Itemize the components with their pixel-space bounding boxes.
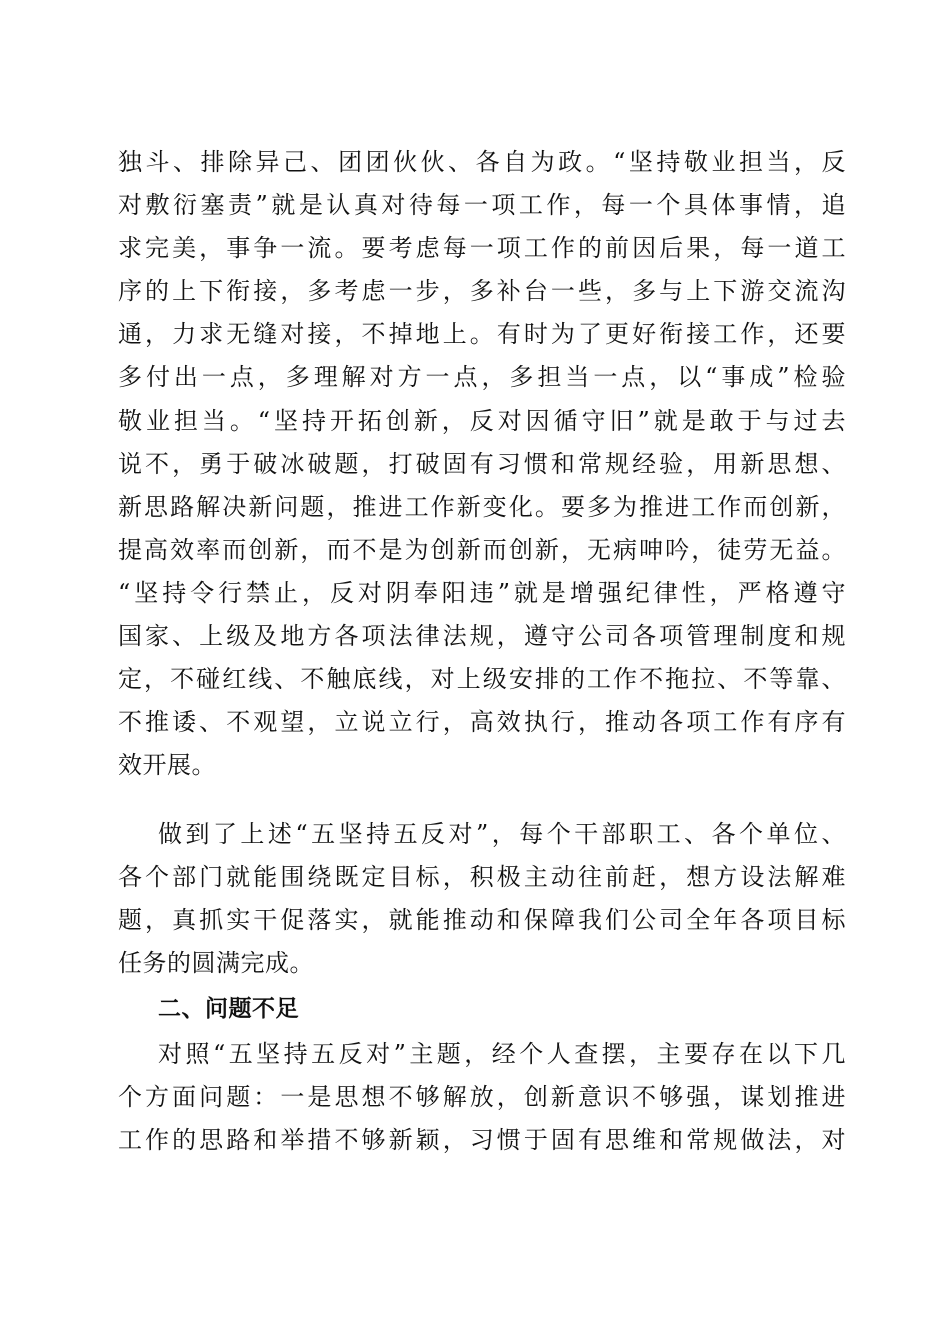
- text-line: 题，真抓实干促落实，就能推动和保障我们公司全年各项目标: [118, 906, 846, 935]
- text-line: 个方面问题：一是思想不够解放，创新意识不够强，谋划推进: [118, 1083, 846, 1112]
- text-line: 做到了上述“五坚持五反对”，每个干部职工、各个单位、: [158, 820, 846, 848]
- text-line: 不推诿、不观望，立说立行，高效执行，推动各项工作有序有: [118, 708, 846, 737]
- text-line: 工作的思路和举措不够新颖，习惯于固有思维和常规做法，对: [118, 1126, 846, 1155]
- heading-problems: 二、问题不足: [158, 996, 299, 1022]
- text-line: 定，不碰红线、不触底线，对上级安排的工作不拖拉、不等靠、: [118, 665, 846, 694]
- text-line: 各个部门就能围绕既定目标，积极主动往前赶，想方设法解难: [118, 863, 846, 892]
- text-line: 求完美，事争一流。要考虑每一项工作的前因后果，每一道工: [118, 234, 846, 263]
- text-line: 说不，勇于破冰破题，打破固有习惯和常规经验，用新思想、: [118, 449, 846, 478]
- text-line: 多付出一点，多理解对方一点，多担当一点，以“事成”检验: [118, 363, 846, 392]
- text-line: 对照“五坚持五反对”主题，经个人查摆，主要存在以下几: [158, 1040, 846, 1068]
- text-line: 任务的圆满完成。: [118, 949, 314, 978]
- text-line: 敬业担当。“坚持开拓创新，反对因循守旧”就是敢于与过去: [118, 406, 846, 435]
- text-line: “坚持令行禁止，反对阴奉阳违”就是增强纪律性，严格遵守: [118, 578, 846, 607]
- paragraph-summary: [118, 813, 846, 985]
- section-heading: [118, 988, 846, 1031]
- text-line: 独斗、排除异己、团团伙伙、各自为政。“坚持敬业担当，反: [118, 148, 846, 176]
- text-line: 国家、上级及地方各项法律法规，遵守公司各项管理制度和规: [118, 622, 846, 651]
- text-line: 对敷衍塞责”就是认真对待每一项工作，每一个具体事情，追: [118, 191, 846, 220]
- paragraph-problems: [118, 1033, 846, 1162]
- text-line: 序的上下衔接，多考虑一步，多补台一些，多与上下游交流沟: [118, 277, 846, 306]
- text-line: 效开展。: [118, 751, 216, 780]
- text-line: 通，力求无缝对接，不掉地上。有时为了更好衔接工作，还要: [118, 320, 846, 349]
- text-line: 提高效率而创新，而不是为创新而创新，无病呻吟，徒劳无益。: [118, 535, 846, 564]
- paragraph-five-persists: [118, 141, 846, 787]
- text-line: 新思路解决新问题，推进工作新变化。要多为推进工作而创新，: [118, 492, 846, 521]
